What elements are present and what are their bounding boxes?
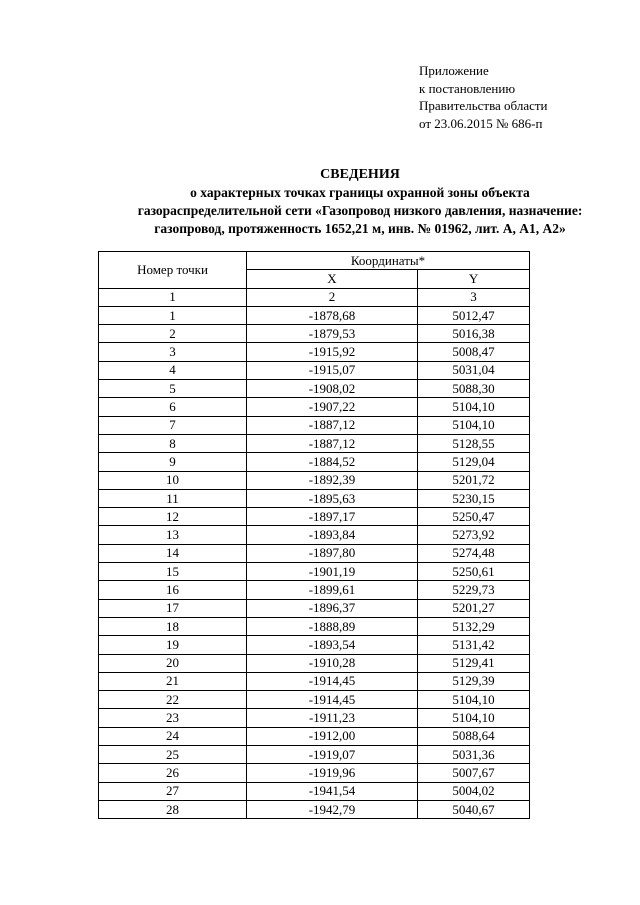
y-coordinate-cell: 5088,64 xyxy=(418,727,530,745)
appendix-line: Правительства области xyxy=(419,98,548,113)
x-coordinate-cell: -1941,54 xyxy=(247,782,418,800)
y-coordinate-cell: 5129,04 xyxy=(418,453,530,471)
table-row xyxy=(99,800,530,818)
y-coordinate-cell: 5031,36 xyxy=(418,746,530,764)
y-coordinate-cell: 5129,41 xyxy=(418,654,530,672)
table-row xyxy=(99,471,530,489)
table-row xyxy=(99,617,530,635)
table-row xyxy=(99,691,530,709)
x-coordinate-cell: -1897,17 xyxy=(247,508,418,526)
x-coordinate-cell: -1888,89 xyxy=(247,617,418,635)
table-row xyxy=(99,489,530,507)
appendix-note xyxy=(419,62,548,132)
point-number-cell: 10 xyxy=(99,471,247,489)
y-coordinate-cell: 5132,29 xyxy=(418,617,530,635)
point-number-cell: 18 xyxy=(99,617,247,635)
x-coordinate-cell: -1915,07 xyxy=(247,361,418,379)
point-number-cell: 24 xyxy=(99,727,247,745)
header-x: X xyxy=(247,270,418,288)
table-row xyxy=(99,654,530,672)
x-coordinate-cell: -1878,68 xyxy=(247,306,418,324)
table-row xyxy=(99,581,530,599)
table-body xyxy=(99,306,530,818)
y-coordinate-cell: 5008,47 xyxy=(418,343,530,361)
y-coordinate-cell: 5230,15 xyxy=(418,489,530,507)
y-coordinate-cell: 5129,39 xyxy=(418,672,530,690)
point-number-cell: 27 xyxy=(99,782,247,800)
y-coordinate-cell: 5104,10 xyxy=(418,398,530,416)
point-number-cell: 12 xyxy=(99,508,247,526)
appendix-line: от 23.06.2015 № 686-п xyxy=(419,115,543,131)
point-number-cell: 23 xyxy=(99,709,247,727)
point-number-cell: 26 xyxy=(99,764,247,782)
x-coordinate-cell: -1915,92 xyxy=(247,343,418,361)
header-coordinates: Координаты* xyxy=(247,252,530,270)
x-coordinate-cell: -1919,96 xyxy=(247,764,418,782)
table-row xyxy=(99,306,530,324)
column-number: 2 xyxy=(247,288,418,306)
table-row xyxy=(99,709,530,727)
y-coordinate-cell: 5201,27 xyxy=(418,599,530,617)
point-number-cell: 20 xyxy=(99,654,247,672)
x-coordinate-cell: -1914,45 xyxy=(247,672,418,690)
x-coordinate-cell: -1884,52 xyxy=(247,453,418,471)
table-row xyxy=(99,398,530,416)
y-coordinate-cell: 5004,02 xyxy=(418,782,530,800)
table-row xyxy=(99,636,530,654)
point-number-cell: 14 xyxy=(99,544,247,562)
x-coordinate-cell: -1897,80 xyxy=(247,544,418,562)
x-coordinate-cell: -1907,22 xyxy=(247,398,418,416)
table-row xyxy=(99,526,530,544)
point-number-cell: 2 xyxy=(99,325,247,343)
column-number: 3 xyxy=(418,288,530,306)
title-line: газораспределительной сети «Газопровод низкого давления, назначение: xyxy=(137,203,583,218)
y-coordinate-cell: 5201,72 xyxy=(418,471,530,489)
x-coordinate-cell: -1911,23 xyxy=(247,709,418,727)
header-y: Y xyxy=(418,270,530,288)
x-coordinate-cell: -1893,84 xyxy=(247,526,418,544)
point-number-cell: 19 xyxy=(99,636,247,654)
table-row xyxy=(99,380,530,398)
x-coordinate-cell: -1879,53 xyxy=(247,325,418,343)
y-coordinate-cell: 5104,10 xyxy=(418,691,530,709)
column-number: 1 xyxy=(99,288,247,306)
point-number-cell: 22 xyxy=(99,691,247,709)
y-coordinate-cell: 5104,10 xyxy=(418,709,530,727)
y-coordinate-cell: 5007,67 xyxy=(418,764,530,782)
table-row xyxy=(99,361,530,379)
y-coordinate-cell: 5128,55 xyxy=(418,434,530,452)
point-number-cell: 5 xyxy=(99,380,247,398)
table-row xyxy=(99,727,530,745)
point-number-cell: 25 xyxy=(99,746,247,764)
point-number-cell: 11 xyxy=(99,489,247,507)
column-numbers-row xyxy=(99,288,530,306)
x-coordinate-cell: -1893,54 xyxy=(247,636,418,654)
header-point-number: Номер точки xyxy=(99,252,247,289)
y-coordinate-cell: 5016,38 xyxy=(418,325,530,343)
table-row xyxy=(99,416,530,434)
title-heading: СВЕДЕНИЯ xyxy=(320,167,400,182)
x-coordinate-cell: -1942,79 xyxy=(247,800,418,818)
x-coordinate-cell: -1899,61 xyxy=(247,581,418,599)
table-row xyxy=(99,325,530,343)
x-coordinate-cell: -1912,00 xyxy=(247,727,418,745)
document-title xyxy=(80,166,640,238)
point-number-cell: 21 xyxy=(99,672,247,690)
y-coordinate-cell: 5131,42 xyxy=(418,636,530,654)
point-number-cell: 17 xyxy=(99,599,247,617)
table-row xyxy=(99,782,530,800)
table-row xyxy=(99,453,530,471)
point-number-cell: 4 xyxy=(99,361,247,379)
table-row xyxy=(99,343,530,361)
y-coordinate-cell: 5250,61 xyxy=(418,563,530,581)
y-coordinate-cell: 5274,48 xyxy=(418,544,530,562)
x-coordinate-cell: -1919,07 xyxy=(247,746,418,764)
point-number-cell: 16 xyxy=(99,581,247,599)
y-coordinate-cell: 5040,67 xyxy=(418,800,530,818)
x-coordinate-cell: -1887,12 xyxy=(247,416,418,434)
x-coordinate-cell: -1901,19 xyxy=(247,563,418,581)
point-number-cell: 9 xyxy=(99,453,247,471)
x-coordinate-cell: -1914,45 xyxy=(247,691,418,709)
table-header-row xyxy=(99,252,530,270)
table-row xyxy=(99,746,530,764)
point-number-cell: 6 xyxy=(99,398,247,416)
appendix-line: Приложение xyxy=(419,63,489,78)
table-row xyxy=(99,764,530,782)
y-coordinate-cell: 5229,73 xyxy=(418,581,530,599)
x-coordinate-cell: -1892,39 xyxy=(247,471,418,489)
x-coordinate-cell: -1887,12 xyxy=(247,434,418,452)
title-line: о характерных точках границы охранной зоны объекта xyxy=(190,185,530,200)
title-line: газопровод, протяженность 1652,21 м, инв. № 01962, лит. А, А1, А2» xyxy=(154,221,566,236)
table-row xyxy=(99,544,530,562)
x-coordinate-cell: -1910,28 xyxy=(247,654,418,672)
x-coordinate-cell: -1908,02 xyxy=(247,380,418,398)
point-number-cell: 3 xyxy=(99,343,247,361)
point-number-cell: 13 xyxy=(99,526,247,544)
table-row xyxy=(99,599,530,617)
table-row xyxy=(99,508,530,526)
point-number-cell: 1 xyxy=(99,306,247,324)
y-coordinate-cell: 5250,47 xyxy=(418,508,530,526)
coordinates-table xyxy=(98,251,530,819)
point-number-cell: 7 xyxy=(99,416,247,434)
y-coordinate-cell: 5031,04 xyxy=(418,361,530,379)
appendix-line: к постановлению xyxy=(419,80,516,96)
point-number-cell: 28 xyxy=(99,800,247,818)
table-row xyxy=(99,434,530,452)
y-coordinate-cell: 5088,30 xyxy=(418,380,530,398)
point-number-cell: 15 xyxy=(99,563,247,581)
y-coordinate-cell: 5104,10 xyxy=(418,416,530,434)
y-coordinate-cell: 5273,92 xyxy=(418,526,530,544)
x-coordinate-cell: -1895,63 xyxy=(247,489,418,507)
point-number-cell: 8 xyxy=(99,434,247,452)
table-row xyxy=(99,672,530,690)
y-coordinate-cell: 5012,47 xyxy=(418,306,530,324)
table-row xyxy=(99,563,530,581)
x-coordinate-cell: -1896,37 xyxy=(247,599,418,617)
